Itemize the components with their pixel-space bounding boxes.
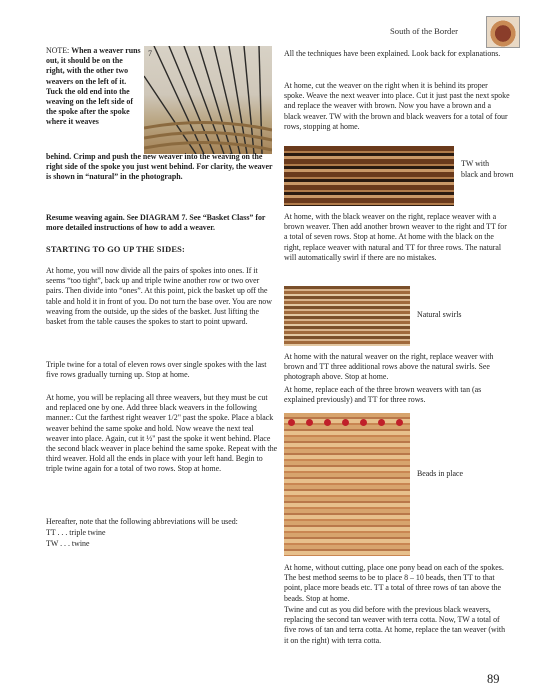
caption-black-and-brown: black and brown — [461, 170, 514, 179]
bead — [378, 419, 385, 426]
note-paragraph-continued: behind. Crimp and push the new weaver into the weaving on the right side of the spoke you just went behind. For clarity, the weaver is shown in “natural” in the photograph. — [46, 152, 273, 182]
paragraph-triple-twine: Triple twine for a total of eleven rows over single spokes with the last five rows gradually turning up. Stop at home. — [46, 360, 267, 380]
resume-weaving-text: Resume weaving again. See DIAGRAM 7. See “Basket Class” for more detailed instructions of how to add a weaver. — [46, 213, 266, 233]
paragraph-tan-weavers: At home, replace each of the three brown weavers with tan (as explained previously) and TT for three rows. — [284, 385, 482, 405]
bead — [342, 419, 349, 426]
bead — [324, 419, 331, 426]
note-lead: NOTE: — [46, 46, 72, 55]
photo-beads-in-place — [284, 413, 410, 556]
paragraph-pony-beads: At home, without cutting, place one pony bead on each of the spokes. The best method seems to be to place 8 – 10 beads, then TT to that point, place more beads etc. TT a total of three rows of tan above the beads. Stop at home. — [284, 563, 504, 603]
abbreviation-tw: TW . . . twine — [46, 539, 90, 548]
caption-natural-swirls: Natural swirls — [417, 310, 462, 319]
bead — [306, 419, 313, 426]
paragraph-cut-weaver: At home, cut the weaver on the right when it is behind its proper spoke. Weave the next weaver into place. Cut it just past the next spoke and replace the weaver with brown. Now you have a brown and a black weaver. TW with the brown and black weavers for a total of four rows, stopping at home. — [284, 81, 510, 131]
bead — [288, 419, 295, 426]
bead — [396, 419, 403, 426]
running-header: South of the Border — [390, 26, 459, 36]
photo-tw-black-brown — [284, 146, 454, 206]
note-bold-text: When a weaver runs out, it should be on the right, with the other two weavers on the left of it. Tuck the old end into the weaving on the left side of the spoke after the spoke where it weaves — [46, 46, 141, 127]
paragraph-replace-weavers: At home, you will be replacing all three weavers, but they must be cut and replaced one by one. Add three black weavers in the following manner.: Cut the farthest right weaver 1/2" past the spoke. Place a black weaver behind the same spoke and hold. Now weave the next teal weaver into place. Again, cut it ½" past the spoke it went behind. Place the second black weaver in place behind the same spoke. Repeat with the third weaver. Hold all the ends in place with your left hand. Begin to triple twine again for a total of two rows. Stop at home. — [46, 393, 278, 474]
paragraph-terra-cotta: Twine and cut as you did before with the previous black weavers, replacing the second tan weaver with terra cotta. Now, TW a total of five rows of tan and terra cotta. At home, replace the tan weaver (with it on the right) with terra cotta. — [284, 605, 506, 645]
bead — [360, 419, 367, 426]
header-basket-thumbnail — [486, 16, 520, 48]
paragraph-divide-spokes: At home, you will now divide all the pairs of spokes into ones. If it seems “too tight”, back up and triple twine another row or two over pairs. Then divide into “ones”. At this point, pick the basket up off the table and hold it in front of you. Do not turn the base over. You are now weaving from the outside, up the sides of the basket. Just lifting the basket from the table causes the spokes to start to point upward. — [46, 266, 272, 327]
abbreviation-tt: TT . . . triple twine — [46, 528, 106, 537]
paragraph-techniques: All the techniques have been explained. Look back for explanations. — [284, 49, 501, 58]
paragraph-natural-weaver: At home with the natural weaver on the right, replace weaver with brown and TT three additional rows above the natural swirls. See photograph above. Stop at home. — [284, 352, 494, 382]
paragraph-brown-weaver: At home, with the black weaver on the right, replace weaver with a brown weaver. Then add another brown weaver to the right and TT for a total of seven rows. Stop at home. At home with the black on the right, replace weaver with natural and TT for three rows. The natural will automatically swirl if there are no mistakes. — [284, 212, 507, 262]
caption-beads-in-place: Beads in place — [417, 469, 464, 478]
weaving-photo-svg — [144, 46, 272, 154]
figure-number: 7 — [148, 49, 152, 58]
note-paragraph-top — [46, 46, 142, 128]
paragraph-abbreviations: Hereafter, note that the following abbreviations will be used: — [46, 517, 238, 526]
caption-tw-with: TW with — [461, 159, 490, 168]
photo-natural-swirls — [284, 286, 410, 346]
section-heading: STARTING TO GO UP THE SIDES: — [46, 245, 185, 254]
page-number: 89 — [487, 672, 500, 686]
photo-diagram-7 — [144, 46, 272, 154]
